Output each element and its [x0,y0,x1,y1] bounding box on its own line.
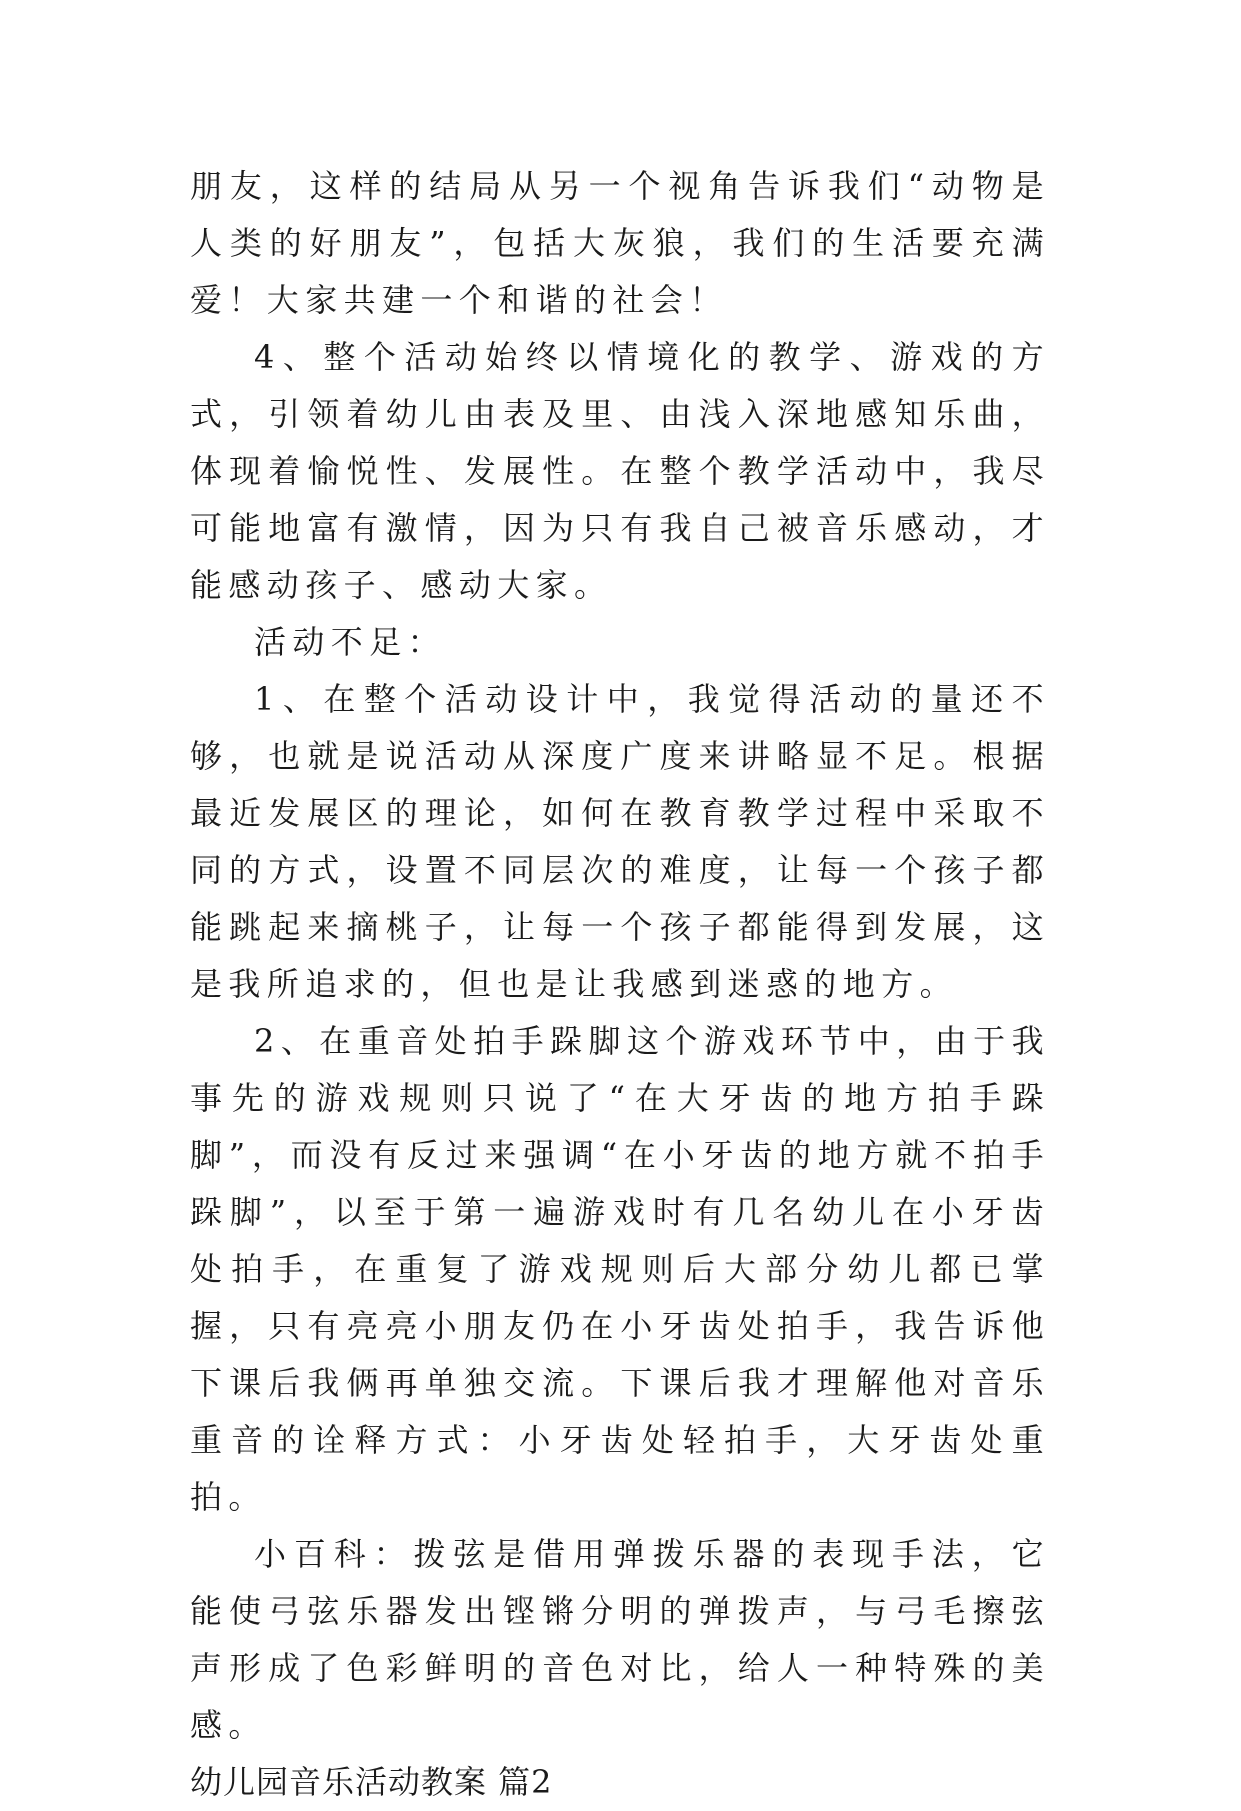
paragraph-continuation: 朋友，这样的结局从另一个视角告诉我们“动物是人类的好朋友”，包括大灰狼，我们的生活要充满爱！大家共建一个和谐的社会！ [190,167,1050,319]
document-body [190,158,1050,1811]
paragraph-shortcomings-label: 活动不足： [254,623,447,661]
section-heading: 幼儿园音乐活动教案 篇2 [190,1763,553,1801]
paragraph-encyclopedia: 小百科：拨弦是借用弹拨乐器的表现手法，它能使弓弦乐器发出铿锵分明的弹拨声，与弓毛擦弦声形成了色彩鲜明的音色对比，给人一种特殊的美感。 [190,1535,1050,1744]
paragraph-shortcoming-2: 2、在重音处拍手跺脚这个游戏环节中，由于我事先的游戏规则只说了“在大牙齿的地方拍手跺脚”，而没有反过来强调“在小牙齿的地方就不拍手跺脚”，以至于第一遍游戏时有几名幼儿在小牙齿处拍手，在重复了游戏规则后大部分幼儿都已掌握，只有亮亮小朋友仍在小牙齿处拍手，我告诉他下课后我俩再单独交流。下课后我才理解他对音乐重音的诠释方式：小牙齿处轻拍手，大牙齿处重拍。 [190,1022,1050,1516]
paragraph-point-4: 4、整个活动始终以情境化的教学、游戏的方式，引领着幼儿由表及里、由浅入深地感知乐曲，体现着愉悦性、发展性。在整个教学活动中，我尽可能地富有激情，因为只有我自己被音乐感动，才能感动孩子、感动大家。 [190,338,1050,604]
paragraph-shortcoming-1: 1、在整个活动设计中，我觉得活动的量还不够，也就是说活动从深度广度来讲略显不足。根据最近发展区的理论，如何在教育教学过程中采取不同的方式，设置不同层次的难度，让每一个孩子都能跳起来摘桃子，让每一个孩子都能得到发展，这是我所追求的，但也是让我感到迷惑的地方。 [190,680,1050,1003]
